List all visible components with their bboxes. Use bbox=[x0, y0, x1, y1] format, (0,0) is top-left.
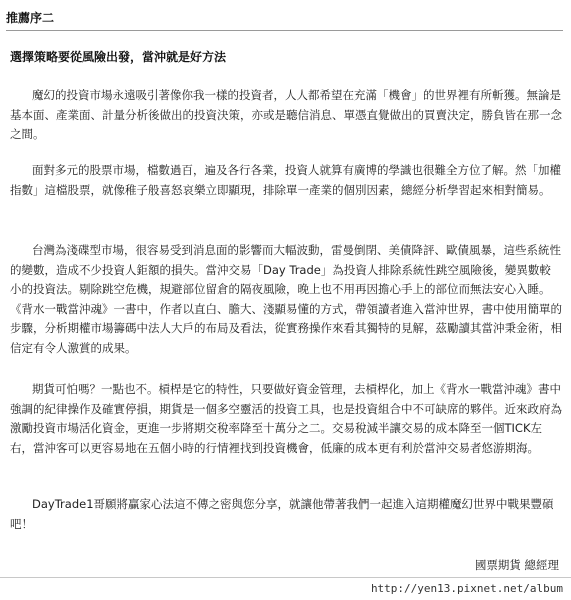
footer-divider bbox=[0, 577, 571, 578]
watermark-url: http://yen13.pixnet.net/album bbox=[370, 582, 563, 595]
paragraph: 期貨可怕嗎？一點也不。槓桿是它的特性，只要做好資金管理，去槓桿化，加上《背水一戰當沖魂》書中強調的紀律操作及確實停損，期貨是一個多空靈活的投資工具，也是投資組合中不可缺席的夥伴。近來政府為激勵投資市場活化資金，更進一步將期交稅率降至十萬分之二。交易稅減半讓交易的成本降至一個TICK左右，當沖客可以更容易地在五個小時的行情裡找到投資機會，低廉的成本更有利於當沖交易者悠游期海。 bbox=[10, 382, 562, 455]
paragraph: 台灣為淺碟型市場，很容易受到消息面的影響而大幅波動，雷曼倒閉、美債降評、歐債風暴，這些系統性的變數，造成不少投資人鉅額的損失。當沖交易「Day Trade」為投資人排除系統性跳空風險後，變異數較小的投資法。剔除跳空危機，規避部位留倉的隔夜風險，晚上也不用再因擔心手上的部位而無法安心入睡。《背水一戰當沖魂》一書中，作者以直白、膽大、淺顯易懂的方式，帶領讀者進入當沖世界，書中使用簡單的步驟，分析期權市場籌碼中法人大戶的布局及看法，從實務操作來看其獨特的見解，茲勵讀其當沖秉金術，相信定有令人激賞的成果。 bbox=[10, 243, 562, 355]
paragraph: 魔幻的投資市場永遠吸引著像你我一樣的投資者，人人都希望在充滿「機會」的世界裡有所斬獲。無論是基本面、產業面、計量分析後做出的投資決策，亦或是聽信消息、單憑直覺做出的買賣決定，勝負皆在那一念之間。 bbox=[10, 88, 562, 141]
paragraph: DayTrade1哥願將贏家心法這不傳之密與您分享，就讓他帶著我們一起進入這期權魔幻世界中戰果豐碩吧！ bbox=[10, 497, 554, 531]
section-header: 推薦序二 bbox=[6, 9, 563, 31]
signature: 國票期貨 總經理 bbox=[474, 558, 559, 572]
paragraph: 面對多元的股票市場，檔數過百，遍及各行各業，投資人就算有廣博的學識也很難全方位了解。然「加權指數」這檔股票，就像稚子般喜怒哀樂立即顯現，排除單一產業的個別因素，總經分析學習起來相對簡易。 bbox=[10, 163, 561, 197]
preface-subtitle: 選擇策略要從風險出發，當沖就是好方法 bbox=[10, 50, 227, 64]
